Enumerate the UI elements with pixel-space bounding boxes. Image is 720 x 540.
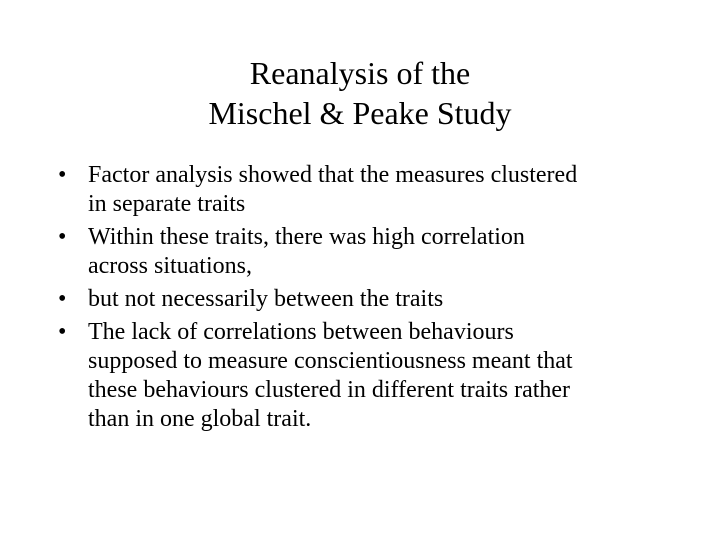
bullet-dot-icon: • (58, 286, 67, 312)
slide-title-line-1: Reanalysis of the (249, 55, 471, 91)
bullet-text-line: than in one global trait. (88, 406, 312, 432)
bullet-item (58, 223, 698, 281)
bullet-text-line: these behaviours clustered in different traits rather (88, 377, 571, 403)
bullet-item (58, 161, 698, 219)
bullet-list (58, 161, 698, 438)
bullet-text-line: across situations, (88, 253, 252, 279)
bullet-dot-icon: • (58, 319, 67, 345)
bullet-text-line: Within these traits, there was high correlation (88, 224, 525, 250)
bullet-text-line: supposed to measure conscientiousness meant that (88, 348, 573, 374)
slide-title (60, 53, 660, 133)
slide-title-line-2: Mischel & Peake Study (208, 95, 512, 131)
bullet-text-line: The lack of correlations between behaviours (88, 319, 514, 345)
bullet-text-line: but not necessarily between the traits (88, 286, 444, 312)
bullet-text-line: in separate traits (88, 191, 246, 217)
bullet-dot-icon: • (58, 162, 67, 188)
bullet-dot-icon: • (58, 224, 67, 250)
bullet-item (58, 285, 698, 314)
bullet-text-line: Factor analysis showed that the measures clustered (88, 162, 578, 188)
bullet-item (58, 318, 698, 434)
